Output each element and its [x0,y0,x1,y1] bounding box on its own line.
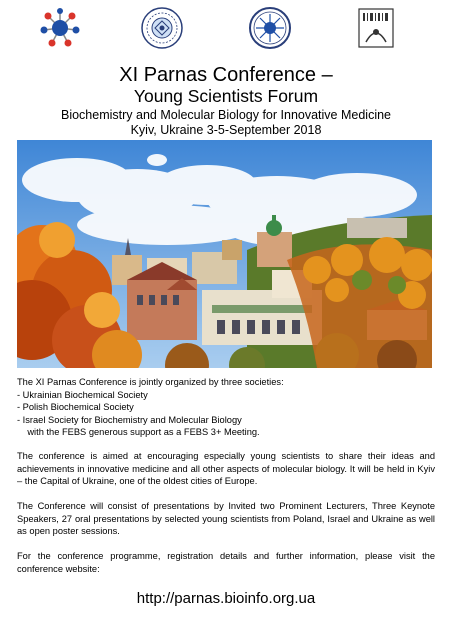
logo-row [0,6,452,50]
organizer-item: - Israel Society for Biochemistry and Molecular Biology [17,414,242,425]
organizer-item: - Ukrainian Biochemical Society [17,389,148,400]
conference-location-date: Kyiv, Ukraine 3-5-September 2018 [130,123,322,137]
conference-theme: Biochemistry and Molecular Biology for Innovative Medicine [60,108,392,122]
conference-title: XI Parnas Conference – [119,64,333,86]
organizers-section [17,376,435,439]
aim-paragraph: The conference is aimed at encouraging especially young scientists to share their ideas and achievements in innovative medicine and all other aspects of molecular biology. It will be held in Kyiv – the Capital of Ukraine, one of the oldest cities of Europe. [17,451,435,486]
society-seal-logo-icon [140,6,184,50]
program-paragraph: The Conference will consist of presentations by Invited two Prominent Lecturers, Three Keynote Speakers, 27 oral presentations by selected young scientists from Poland, Israel and Ukraine as well as open poster sessions. [17,501,435,536]
emblem-logo-icon [354,6,398,50]
organizer-item: - Polish Biochemical Society [17,402,134,412]
organizers-lead: The XI Parnas Conference is jointly organized by three societies: [17,377,284,387]
molecule-logo-icon [38,6,82,50]
conference-website-link[interactable]: http://parnas.bioinfo.org.ua [136,590,316,607]
ornate-seal-logo-icon [248,6,292,50]
conference-subtitle: Young Scientists Forum [133,86,319,106]
organizer-item: with the FEBS generous support as a FEBS 3+ Meeting. [17,427,260,437]
kyiv-cityscape-photo [17,140,432,368]
website-paragraph: For the conference programme, registration details and further information, please visit the conference website: [17,551,435,574]
